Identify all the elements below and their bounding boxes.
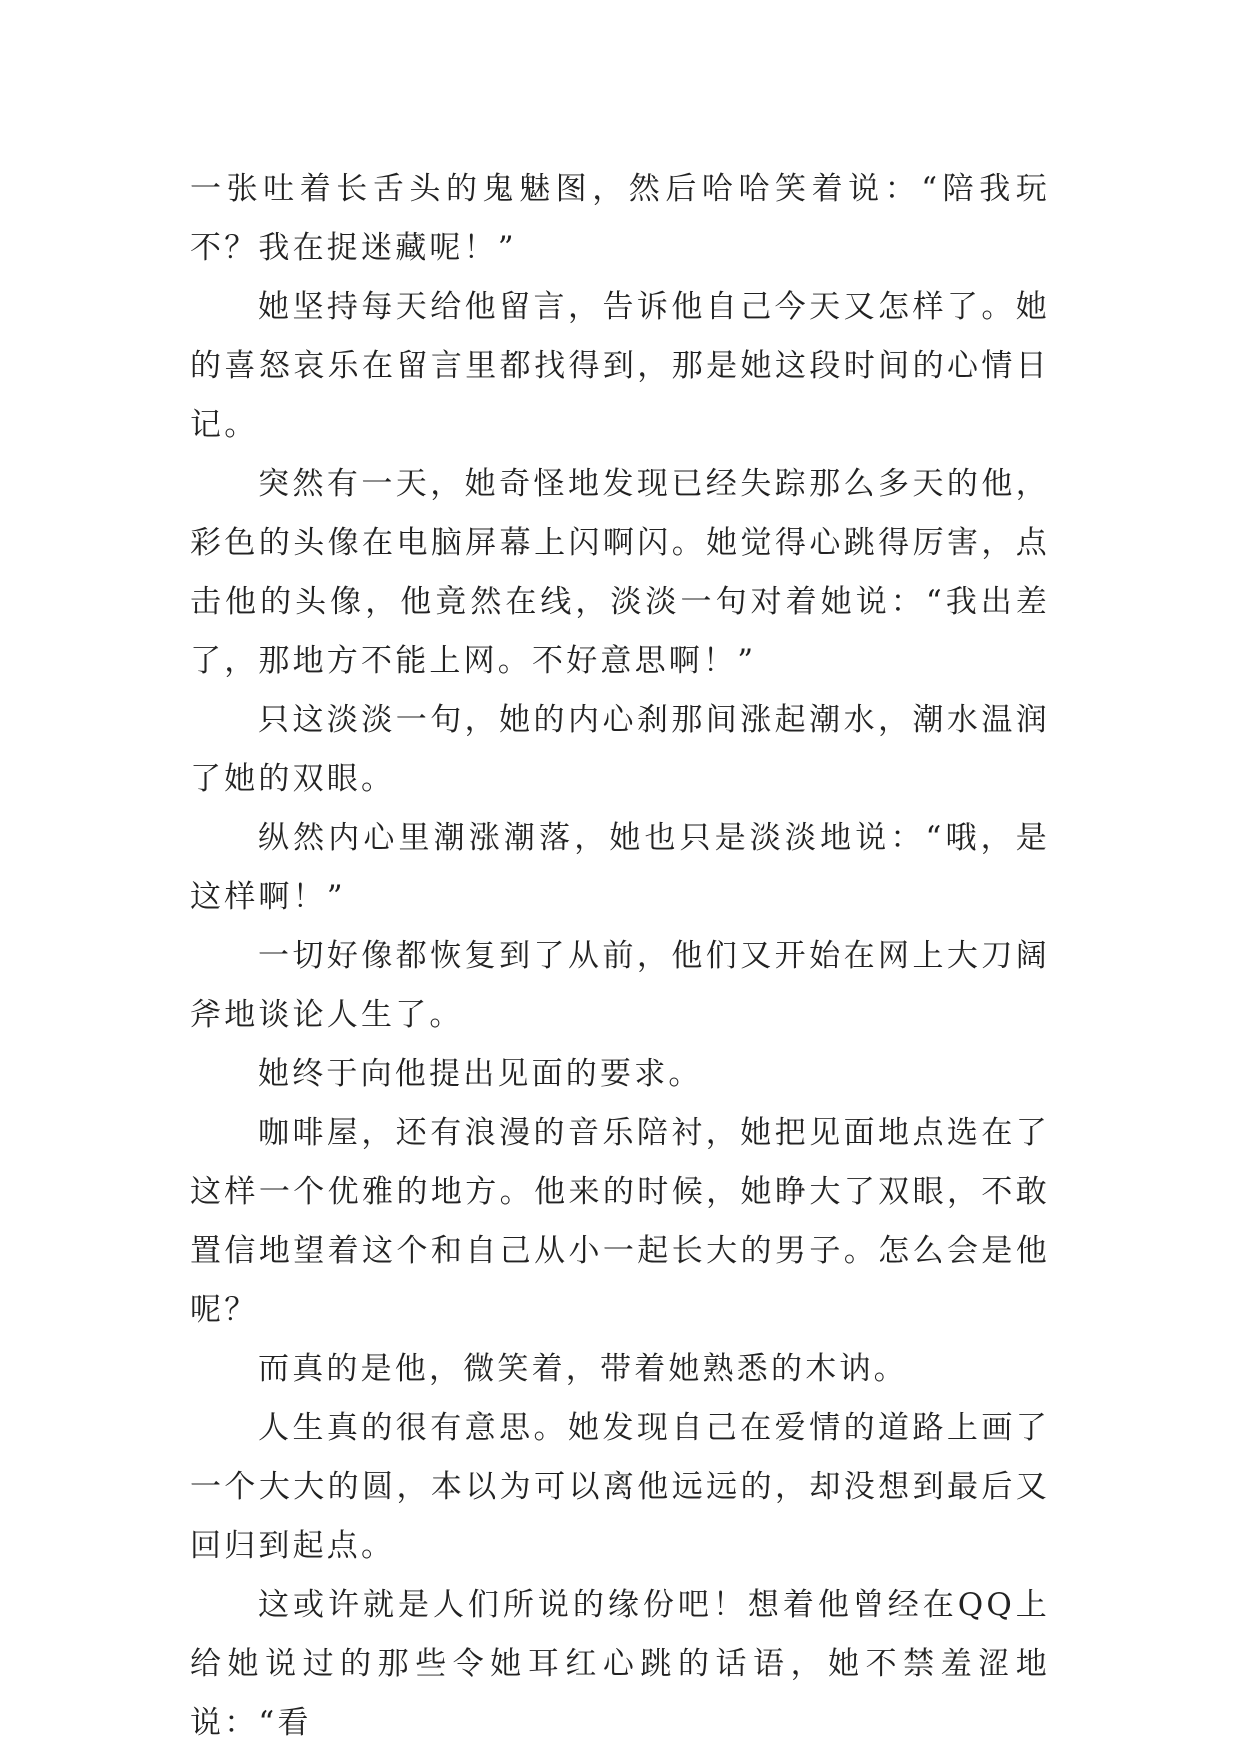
paragraph-2: 她坚持每天给他留言，告诉他自己今天又怎样了。她的喜怒哀乐在留言里都找得到，那是她这段时间的心情日记。 — [190, 289, 1050, 443]
paragraph-3: 突然有一天，她奇怪地发现已经失踪那么多天的他，彩色的头像在电脑屏幕上闪啊闪。她觉得心跳得厉害，点击他的头像，他竟然在线，淡淡一句对着她说：“我出差了，那地方不能上网。不好意思啊！” — [190, 466, 1050, 679]
paragraph-8: 咖啡屋，还有浪漫的音乐陪衬，她把见面地点选在了这样一个优雅的地方。他来的时候，她睁大了双眼，不敢置信地望着这个和自己从小一起长大的男子。怎么会是他呢？ — [190, 1115, 1050, 1328]
paragraph-6: 一切好像都恢复到了从前，他们又开始在网上大刀阔斧地谈论人生了。 — [190, 938, 1050, 1033]
paragraph-11: 这或许就是人们所说的缘份吧！想着他曾经在QQ上给她说过的那些令她耳红心跳的话语，她不禁羞涩地说：“看 — [190, 1587, 1050, 1741]
document-body — [190, 160, 1050, 1753]
paragraph-1: 一张吐着长舌头的鬼魅图，然后哈哈笑着说：“陪我玩不？我在捉迷藏呢！” — [190, 171, 1050, 266]
paragraph-7: 她终于向他提出见面的要求。 — [258, 1056, 703, 1092]
paragraph-10: 人生真的很有意思。她发现自己在爱情的道路上画了一个大大的圆，本以为可以离他远远的，却没想到最后又回归到起点。 — [190, 1410, 1050, 1564]
paragraph-5: 纵然内心里潮涨潮落，她也只是淡淡地说：“哦，是这样啊！” — [190, 820, 1050, 915]
paragraph-4: 只这淡淡一句，她的内心刹那间涨起潮水，潮水温润了她的双眼。 — [190, 702, 1050, 797]
paragraph-9: 而真的是他，微笑着，带着她熟悉的木讷。 — [258, 1351, 908, 1387]
